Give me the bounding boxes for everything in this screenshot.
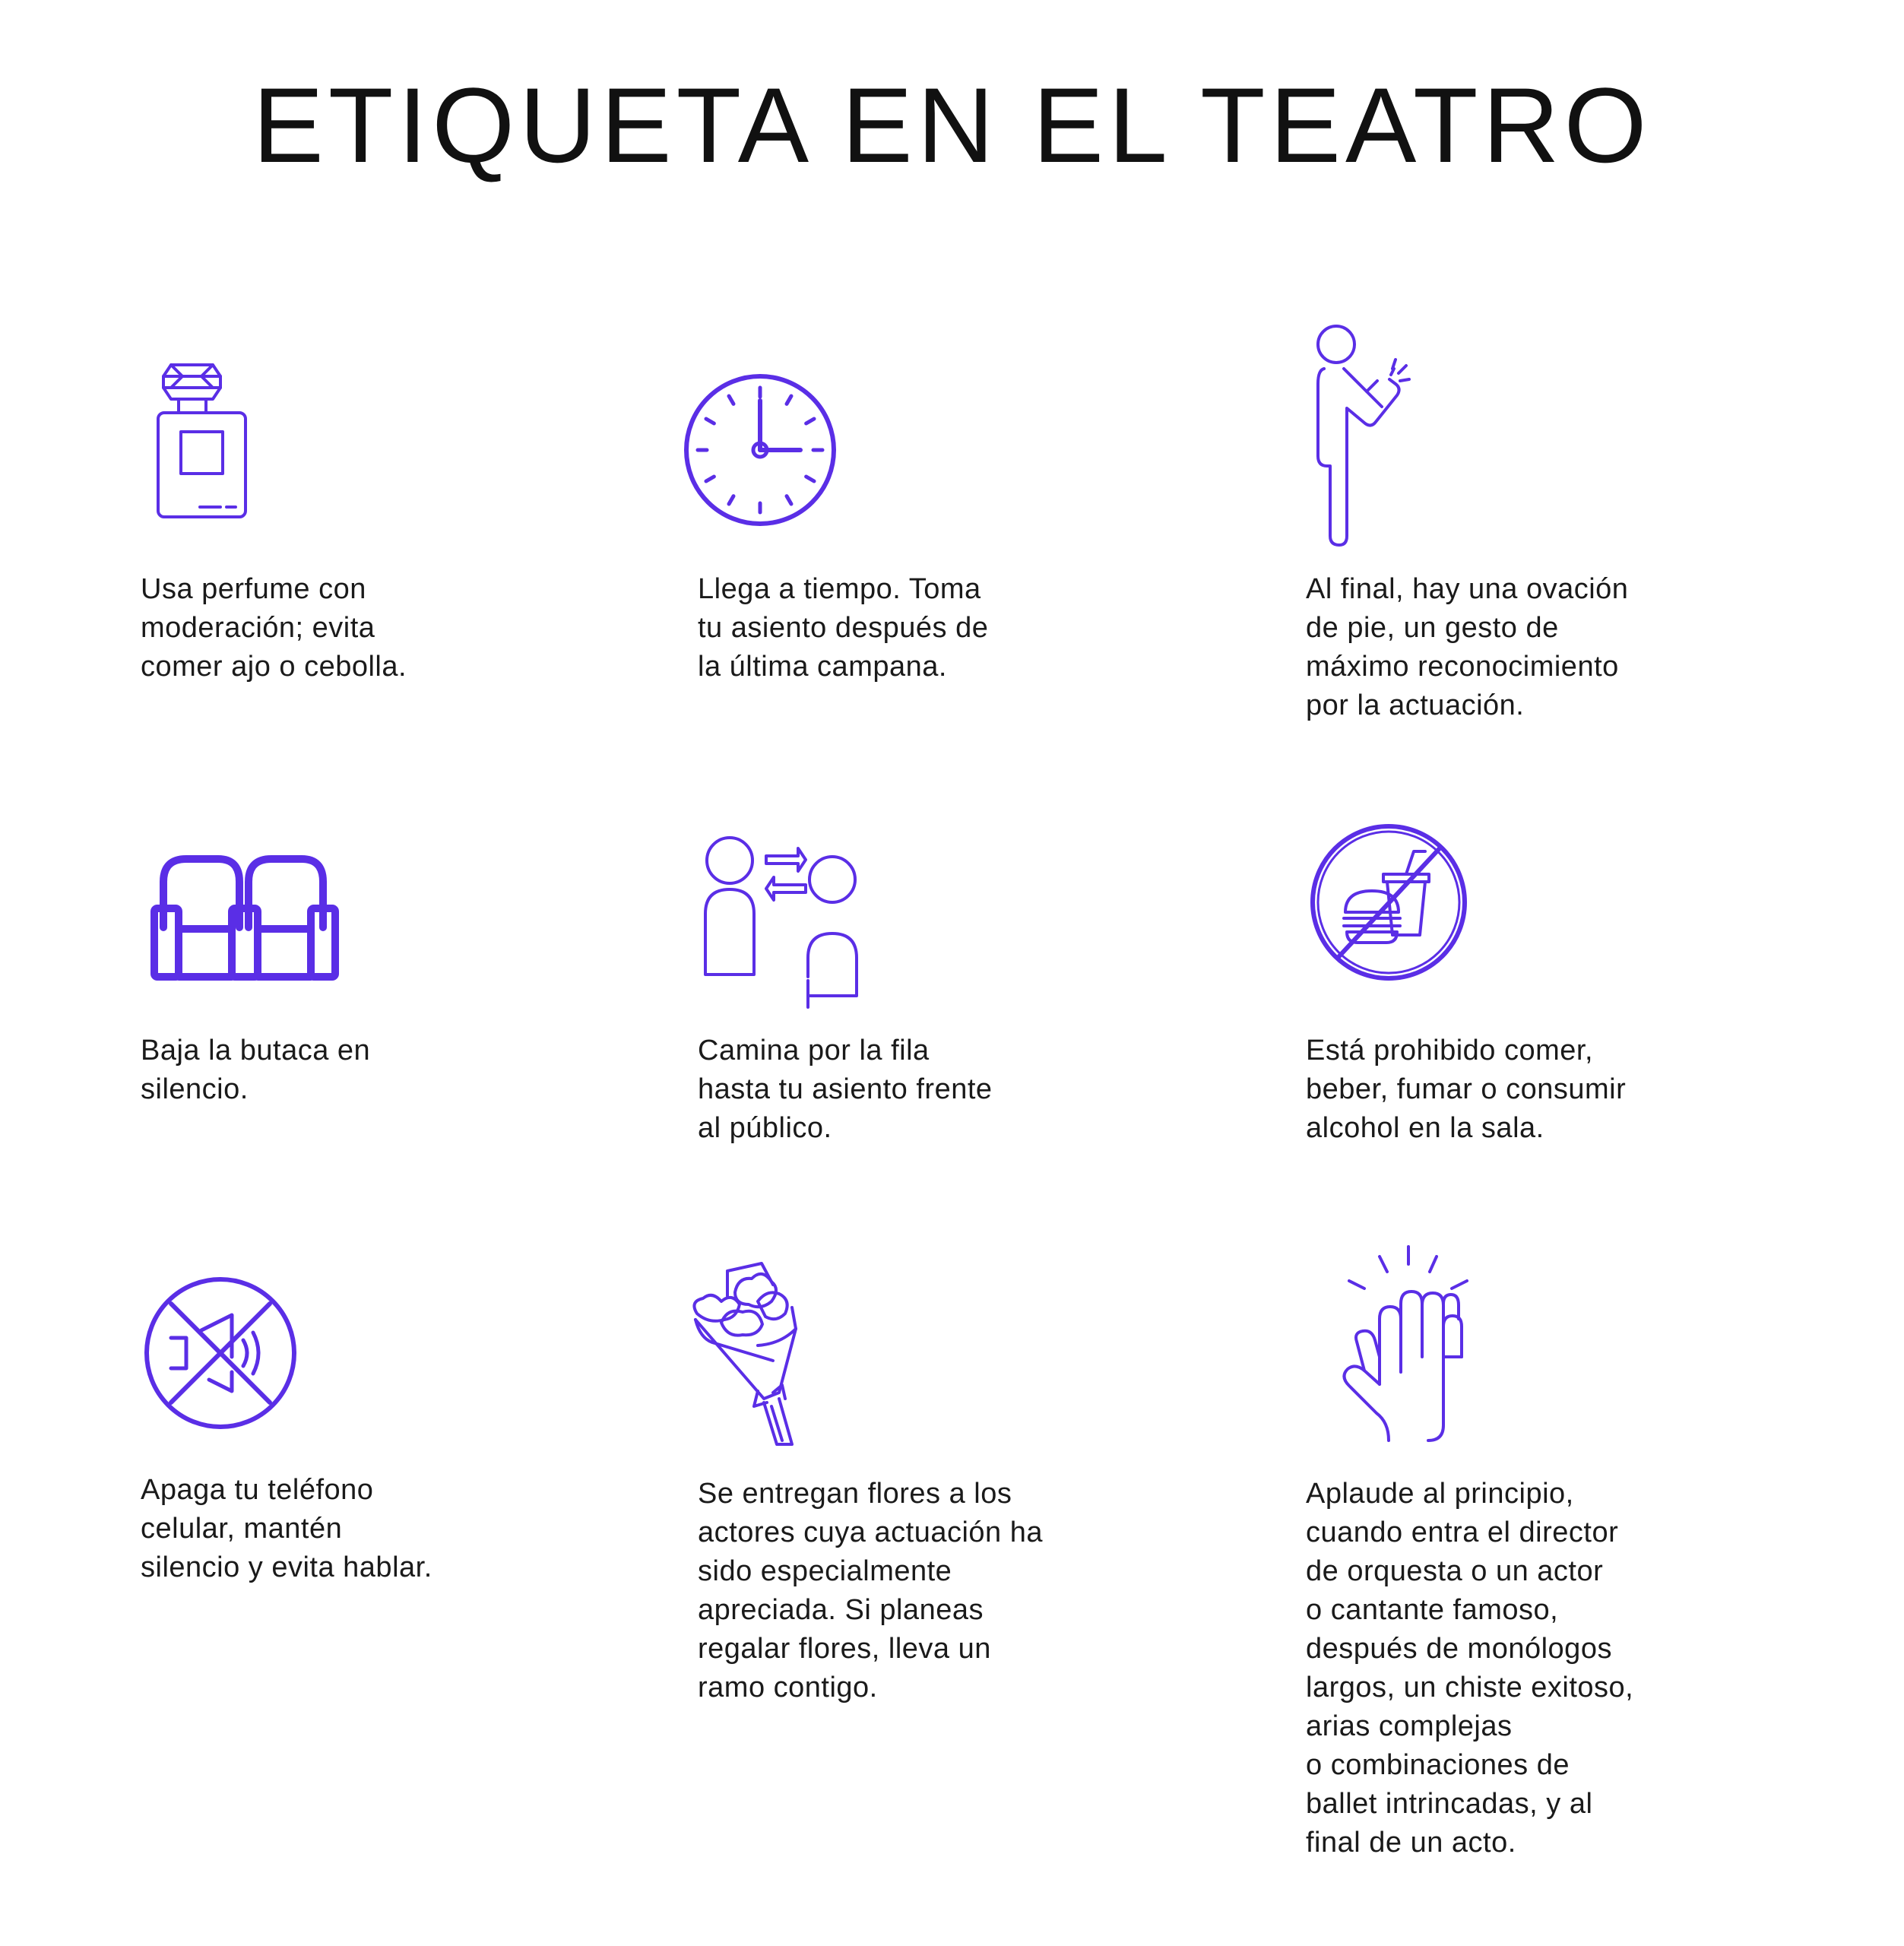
standing-ovation-icon: [1307, 323, 1421, 547]
no-phone-sound-icon: [141, 1273, 300, 1433]
page-title: ETIQUETA EN EL TEATRO: [252, 65, 1652, 185]
clock-tick-mark: [787, 396, 791, 404]
caption-perfume: Usa perfume con moderación; evita comer ajo o cebolla.: [141, 573, 407, 683]
clapping-hands-icon: [1334, 1243, 1478, 1440]
clock-tick-mark: [787, 496, 791, 504]
theater-seats-icon: [150, 851, 340, 984]
clock-tick-mark: [729, 396, 733, 404]
caption-walk-row: Camina por la fila hasta tu asiento frente al público.: [698, 1035, 993, 1144]
caption-standing-ovation: Al final, hay una ovación de pie, un gesto de máximo reconocimiento por la actuación.: [1306, 573, 1629, 721]
caption-no-food: Está prohibido comer, beber, fumar o consumir alcohol en la sala.: [1306, 1035, 1627, 1144]
caption-flowers: Se entregan flores a los actores cuya actuación ha sido especialmente apreciada. Si planeas regalar flores, lleva un ramo contigo.: [698, 1478, 1043, 1704]
caption-turn-off-phone: Apaga tu teléfono celular, mantén silencio y evita hablar.: [141, 1474, 432, 1583]
caption-arrive-on-time: Llega a tiempo. Toma tu asiento después de la última campana.: [698, 573, 989, 683]
caption-applause: Aplaude al principio, cuando entra el director de orquesta o un actor o cantante famoso, después de monólogos largos, un chiste exitoso, arias complejas o combinaciones de ballet intrincadas, y al final de un acto.: [1306, 1478, 1634, 1859]
perfume-bottle-icon: [137, 361, 251, 521]
clock-tick-mark: [706, 477, 714, 481]
clock-tick-mark: [806, 477, 814, 481]
flower-bouquet-icon: [682, 1254, 834, 1448]
clock-tick-mark: [706, 419, 714, 423]
no-food-icon: [1307, 821, 1471, 984]
clock-tick-mark: [806, 419, 814, 423]
people-passing-icon: [699, 836, 866, 1000]
clock-icon: [680, 370, 840, 530]
caption-seat-quietly: Baja la butaca en silencio.: [141, 1035, 371, 1105]
clock-tick-mark: [729, 496, 733, 504]
